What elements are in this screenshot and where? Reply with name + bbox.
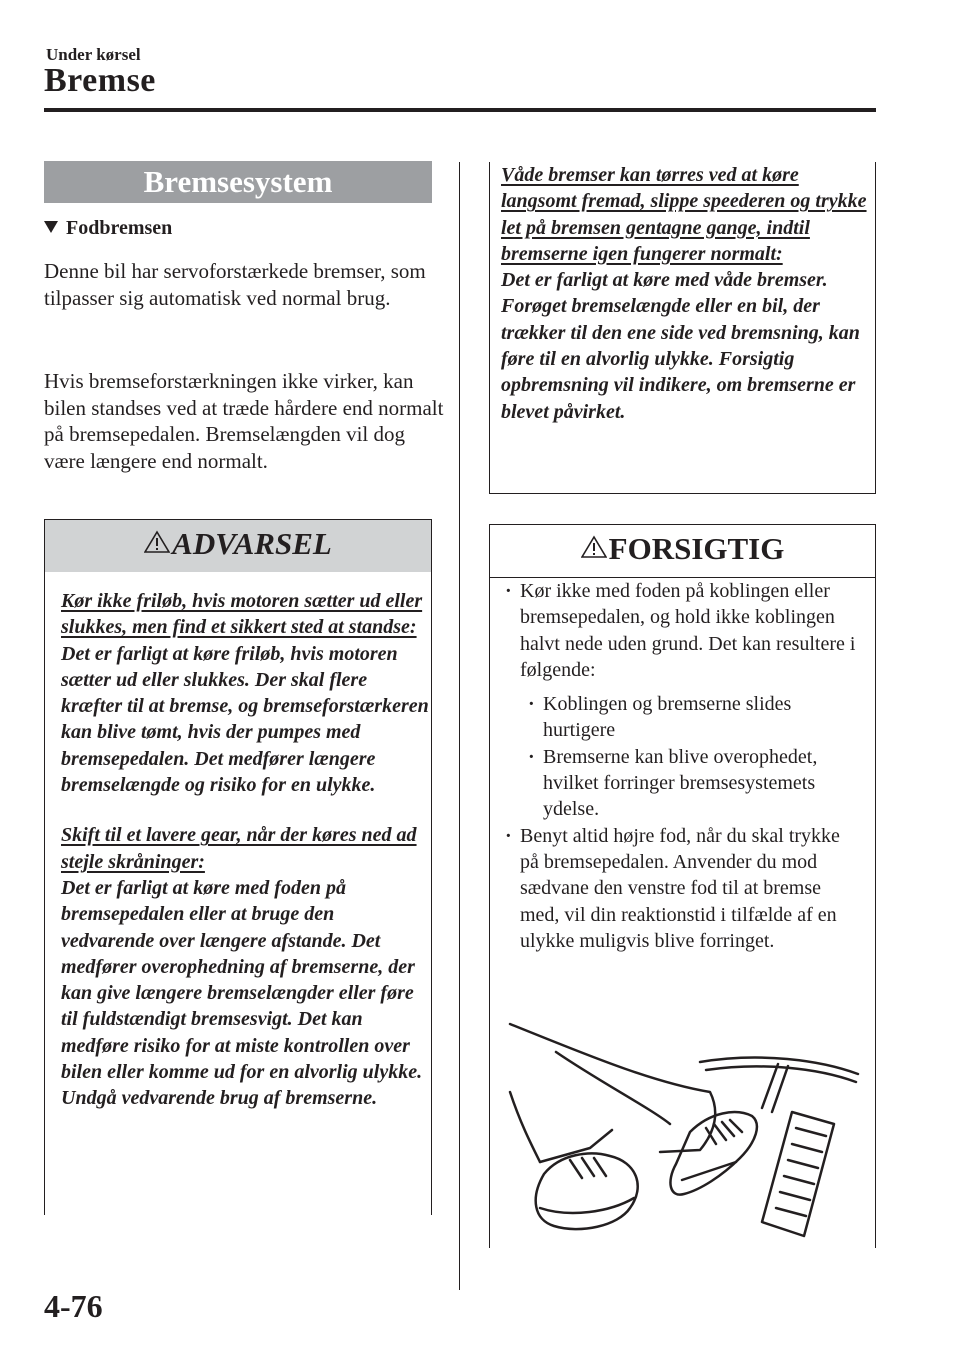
- warning-continued-content: [501, 162, 869, 425]
- triangle-down-icon: [44, 221, 58, 233]
- warning-heading: Skift til et lavere gear, når der køres ned ad stejle skråninger:: [61, 824, 417, 873]
- caution-label: FORSIGTIG: [608, 531, 785, 566]
- subheading: [44, 217, 172, 240]
- pedal-illustration: [500, 1012, 870, 1242]
- subheading-text: Fodbremsen: [66, 217, 173, 239]
- warning-heading: Våde bremser kan tørres ved at køre langsomt fremad, slippe speederen og trykke let på bremsen gentagne gange, indtil bremserne igen fungerer normalt:: [501, 164, 867, 265]
- warning-triangle-icon: [144, 530, 170, 559]
- page-title: Bremse: [44, 62, 156, 99]
- warning-heading: Kør ikke friløb, hvis motoren sætter ud eller slukkes, men find et sikkert sted at standse:: [61, 590, 423, 639]
- caution-header: [490, 525, 875, 575]
- paragraph: Hvis bremseforstærkningen ikke virker, kan bilen standses ved at træde hårdere end normalt på bremsepedalen. Bremselængden vil dog være længere end normalt.: [44, 369, 444, 473]
- warning-box: [44, 519, 432, 1215]
- chapter-label: Under kørsel: [46, 45, 141, 64]
- page-number: 4-76: [44, 1288, 103, 1324]
- warning-continued-box: [489, 162, 876, 494]
- caution-subitem: · Koblingen og bremserne slides hurtigere: [503, 691, 863, 744]
- warning-content: [61, 588, 431, 1112]
- warning-text: Det er farligt at køre friløb, hvis motoren sætter ud eller slukkes. Der skal flere kræfter til at bremse, og bremseforstærkeren kan blive tømt, hvis der pumpes med bremsepedalen. Det medfører længere bremselængde og risiko for en ulykke.: [61, 642, 429, 797]
- column-divider: [459, 162, 460, 1290]
- warning-text: Det er farligt at køre med våde bremser. Forøget bremselængde eller en bil, der trækker til den ene side ved bremsning, kan føre til en alvorlig ulykke. Forsigtig opbremsning vil indikere, om bremserne er blevet påvirket.: [501, 269, 860, 423]
- header-rule: [44, 108, 876, 112]
- paragraph: Denne bil har servoforstærkede bremser, som tilpasser sig automatisk ved normal brug.: [44, 259, 426, 310]
- warning-label: ADVARSEL: [172, 526, 332, 561]
- warning-header: [45, 520, 431, 572]
- caution-item: · Benyt altid højre fod, når du skal trykke på bremsepedalen. Anvender du mod sædvane den venstre fod til at bremse med, vil din reaktionstid i tilfælde af en ulykke muligvis blive forringet.: [503, 823, 863, 954]
- warning-triangle-icon: [581, 535, 607, 564]
- caution-list: [503, 578, 863, 954]
- section-title: Bremsesystem: [44, 161, 432, 203]
- caution-subitem: · Bremserne kan blive overophedet, hvilket forringer bremsesystemets ydelse.: [503, 744, 863, 823]
- warning-text: Det er farligt at køre med foden på bremsepedalen eller at bruge den vedvarende over længere afstande. Det medfører overophedning af bremserne, der kan give længere bremselængder eller føre til fuldstændigt bremsesvigt. Det kan medføre risiko for at miste kontrollen over bilen eller komme ud for en alvorlig ulykke. Undgå vedvarende brug af bremserne.: [61, 876, 423, 1110]
- caution-item: · Kør ikke med foden på koblingen eller bremsepedalen, og hold ikke koblingen halvt nede uden grund. Det kan resultere i følgende:: [503, 578, 863, 683]
